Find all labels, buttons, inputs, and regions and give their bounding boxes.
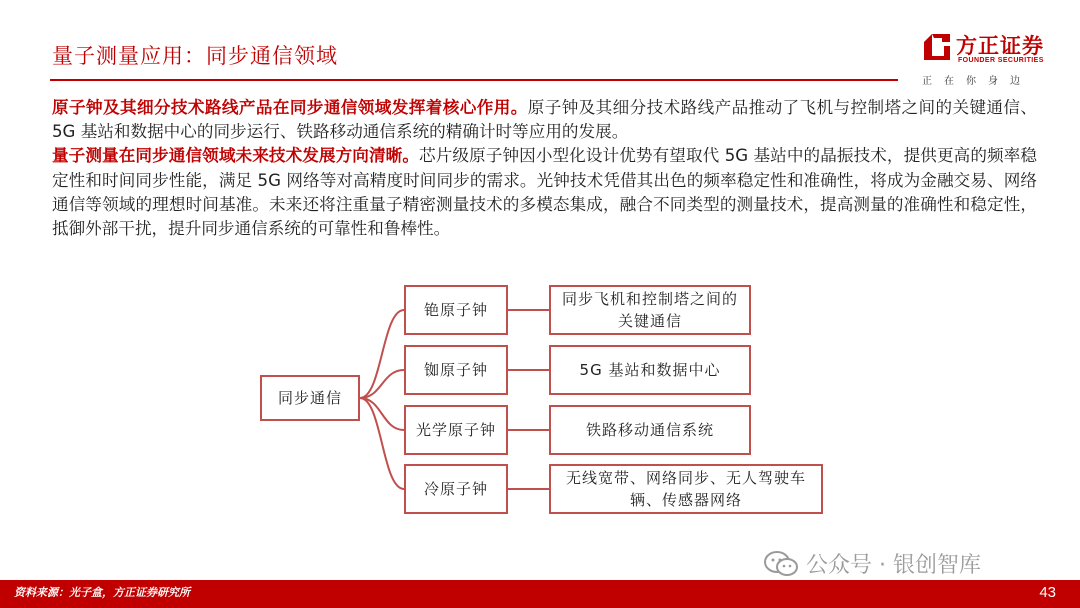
- clock-node-rubidium: 铷原子钟: [404, 345, 508, 395]
- footer-source: 资料来源：光子盒，方正证券研究所: [14, 586, 190, 599]
- clock-node-optical: 光学原子钟: [404, 405, 508, 455]
- paragraph-1-highlight: 原子钟及其细分技术路线产品在同步通信领域发挥着核心作用。: [52, 98, 528, 117]
- wechat-icon: [764, 551, 798, 577]
- paragraph-2-highlight: 量子测量在同步通信领域未来技术发展方向清晰。: [52, 146, 420, 166]
- application-node-rubidium: 5G 基站和数据中心: [549, 345, 751, 395]
- root-node-sync-comm: 同步通信: [260, 375, 360, 421]
- footer-bar: [0, 580, 1080, 608]
- page-title: 量子测量应用：同步通信领域: [52, 44, 338, 68]
- logo-slogan: 正在你身边: [922, 76, 1032, 87]
- paragraph-2-text: 芯片级原子钟因小型化设计优势有望取代 5G 基站中的晶振技术，提供更高的频率稳定性和时间同步性能，满足 5G 网络等对高精度时间同步的需求。光钟技术凭借其出色的频率稳定性和准确性，将成为金融交易、网络通信等领域的理想时间基准。未来还将注重量子精密测量技术的多模态集成，融合不同类型的测量技术，提高测量的准确性和稳定性，抵御外部干扰，提升同步通信系统的可靠性和鲁棒性。: [52, 146, 1037, 239]
- clock-node-cesium: 铯原子钟: [404, 285, 508, 335]
- connector-root-optical: [360, 398, 404, 430]
- clock-node-cold: 冷原子钟: [404, 464, 508, 514]
- application-node-cesium: 同步飞机和控制塔之间的关键通信: [549, 285, 751, 335]
- paragraph-1-text: 原子钟及其细分技术路线产品推动了飞机与控制塔之间的关键通信、5G 基站和数据中心的同步运行、铁路移动通信系统的精确计时等应用的发展。: [52, 98, 1038, 142]
- application-node-cold: 无线宽带、网络同步、无人驾驶车辆、传感器网络: [549, 464, 823, 514]
- logo-name-en: FOUNDER SECURITIES: [958, 57, 1044, 64]
- logo-name-cn: 方正证券: [956, 34, 1044, 58]
- connector-root-cold: [360, 398, 404, 489]
- page-number: 43: [1039, 584, 1056, 601]
- application-node-optical: 铁路移动通信系统: [549, 405, 751, 455]
- watermark: [764, 548, 981, 579]
- watermark-text: 公众号 · 银创智库: [806, 553, 981, 578]
